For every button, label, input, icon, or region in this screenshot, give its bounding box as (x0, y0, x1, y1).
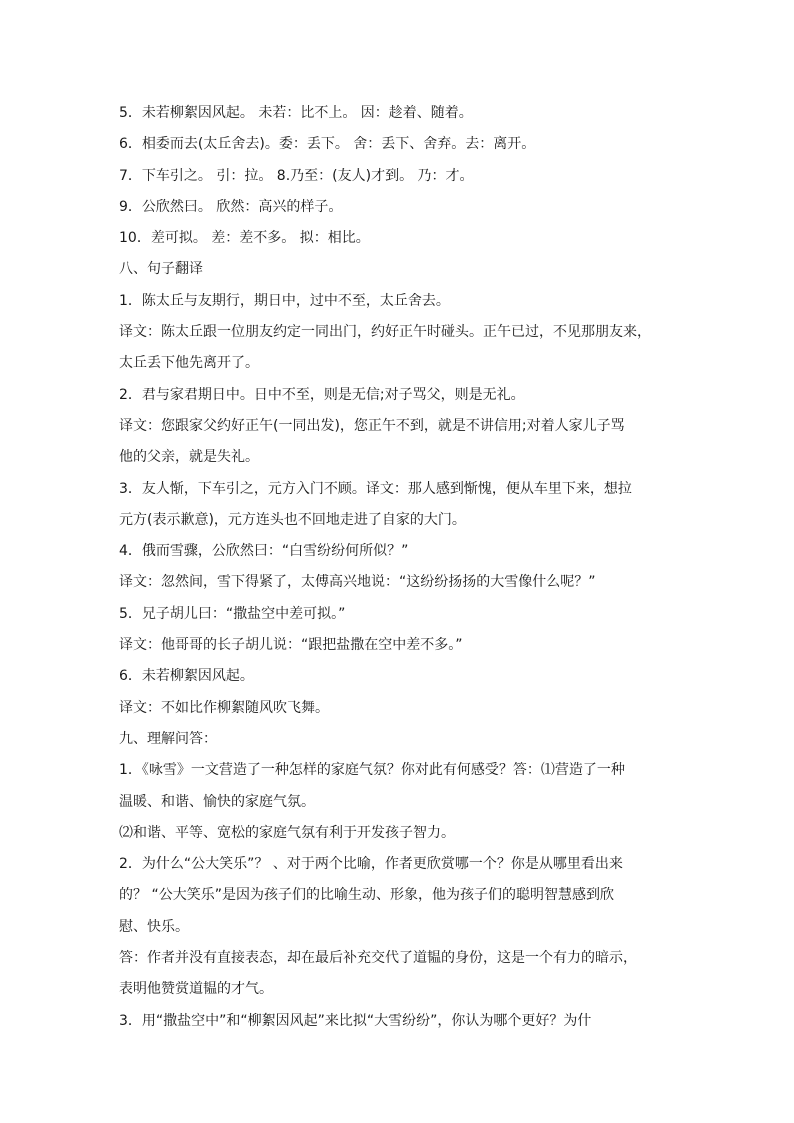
section-heading: 九、理解问答： (119, 730, 217, 747)
text-line: 译文：陈太丘跟一位朋友约定一同出门，约好正午时碰头。正午已过，不见那朋友来， (119, 324, 651, 341)
text-line: 译文：忽然间，雪下得紧了，太傅高兴地说：“这纷纷扬扬的大雪像什么呢？” (119, 574, 596, 591)
text-line: ⑵和谐、平等、宽松的家庭气氛有利于开发孩子智力。 (119, 824, 455, 841)
text-line: 表明他赞赏道韫的才气。 (119, 981, 273, 998)
text-line: 慰、快乐。 (119, 918, 189, 935)
text-line: 的？ “公大笑乐”是因为孩子们的比喻生动、形象，他为孩子们的聪明智慧感到欣 (119, 887, 614, 904)
text-line: 温暖、和谐、愉快的家庭气氛。 (119, 793, 315, 810)
document-body (119, 102, 679, 1041)
text-line: 5．兄子胡儿曰：“撒盐空中差可拟。” (119, 605, 346, 622)
text-line: 4．俄而雪骤，公欣然曰：“白雪纷纷何所似？” (119, 543, 409, 560)
text-line: 译文：他哥哥的长子胡儿说：“跟把盐撒在空中差不多。” (119, 637, 463, 654)
text-line: 9．公欣然曰。 欣然：高兴的样子。 (119, 198, 343, 215)
text-line: 答：作者并没有直接表态，却在最后补充交代了道韫的身份，这是一个有力的暗示， (119, 950, 637, 967)
text-line: 元方(表示歉意)，元方连头也不回地走进了自家的大门。 (119, 511, 466, 528)
text-line: 太丘丢下他先离开了。 (119, 355, 259, 372)
text-line: 3．友人惭，下车引之，元方入门不顾。译文：那人感到惭愧，便从车里下来，想拉 (119, 480, 632, 497)
text-line: 他的父亲，就是失礼。 (119, 449, 259, 466)
text-line: 1．陈太丘与友期行，期日中，过中不至，太丘舍去。 (119, 292, 450, 309)
text-line: 6．相委而去(太丘舍去)。委：丢下。 舍：丢下、舍弃。去：离开。 (119, 136, 536, 153)
text-line: 2．为什么“公大笑乐”？ 、对于两个比喻，作者更欣赏哪一个？你是从哪里看出来 (119, 856, 623, 873)
text-line: 2．君与家君期日中。日中不至，则是无信;对子骂父，则是无礼。 (119, 386, 525, 403)
section-heading: 八、句子翻译 (119, 261, 203, 278)
text-line: 译文：您跟家父约好正午(一同出发)，您正午不到，就是不讲信用;对着人家儿子骂 (119, 417, 625, 434)
text-line: 3．用“撒盐空中”和“柳絮因风起”来比拟“大雪纷纷”，你认为哪个更好？为什 (119, 1012, 592, 1029)
text-line: 译文：不如比作柳絮随风吹飞舞。 (119, 699, 329, 716)
text-line: 6．未若柳絮因风起。 (119, 668, 254, 685)
text-line: 1．《咏雪》一文营造了一种怎样的家庭气氛？你对此有何感受？答：⑴营造了一种 (119, 762, 625, 779)
text-line: 7．下车引之。 引：拉。 8.乃至：(友人)才到。 乃：才。 (119, 167, 474, 184)
text-line: 10．差可拟。 差：差不多。 拟：相比。 (119, 230, 370, 247)
text-line: 5．未若柳絮因风起。 未若：比不上。 因：趁着、随着。 (119, 105, 473, 121)
